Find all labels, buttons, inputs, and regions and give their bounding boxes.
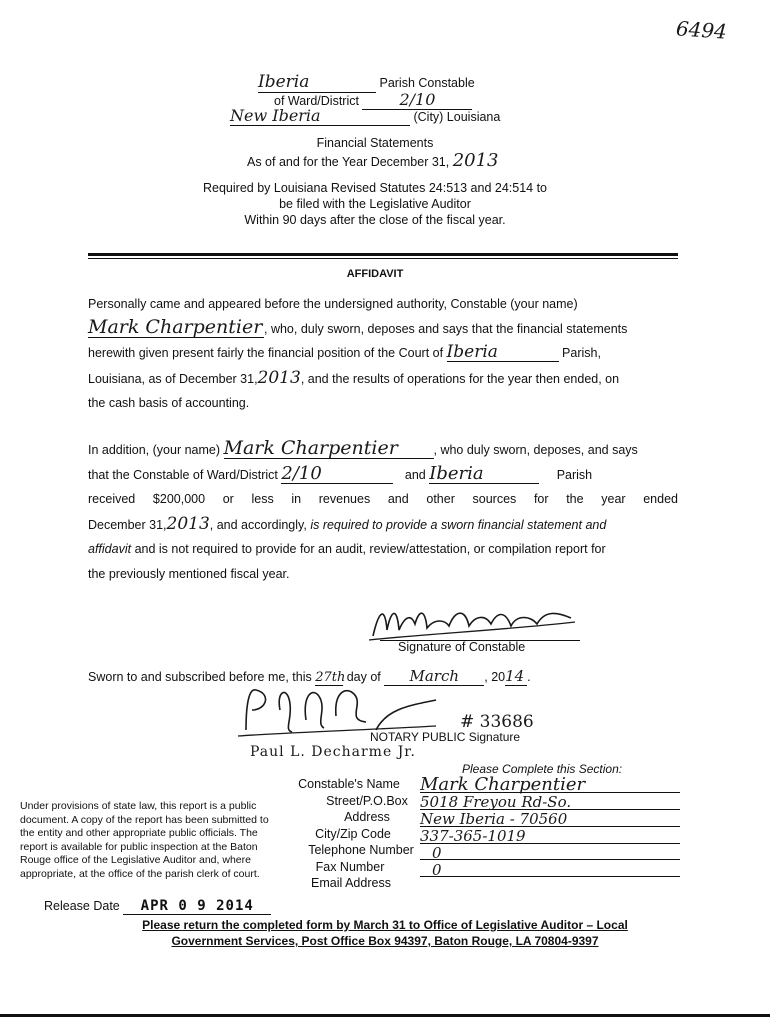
parish-handwritten: Iberia xyxy=(258,72,376,93)
sworn-month: March xyxy=(384,667,484,686)
p2-parish: Iberia xyxy=(429,465,539,484)
p1-line-1: Personally came and appeared before the undersigned authority, Constable (your name) xyxy=(88,297,578,311)
note-line-5: Rouge office of the Legislative Auditor and, where xyxy=(20,854,251,866)
fs-title: Financial Statements xyxy=(316,136,434,150)
p1-constable-name: Mark Charpentier xyxy=(88,315,263,338)
p2-l4-mid: , and accordingly, xyxy=(209,517,311,532)
sworn-pre: Sworn to and subscribed before me, this xyxy=(88,670,312,684)
required-line-2: be filed with the Legislative Auditor xyxy=(279,197,471,211)
p2-post: , who duly sworn, deposes, and says xyxy=(433,443,638,457)
bottom-rule xyxy=(0,1014,770,1017)
affidavit-paragraph-1 xyxy=(88,292,678,416)
notary-printed-name: Paul L. Decharme Jr. xyxy=(250,744,416,760)
label-email: Email Address xyxy=(311,876,391,890)
p2-l5-italic: affidavit xyxy=(88,542,132,557)
value-telephone: 337-365-1019 xyxy=(420,828,680,844)
p1-line-2 xyxy=(88,317,678,342)
p1-line-3-pre: herewith given present fairly the financial position of the Court of xyxy=(88,346,444,361)
value-fax: 0 xyxy=(420,845,680,860)
p1-line-5: the cash basis of accounting. xyxy=(88,396,250,411)
note-line-4: report is available for public inspection at the Baton xyxy=(20,840,258,853)
label-fax: Fax Number xyxy=(315,859,385,874)
value-email: 0 xyxy=(420,862,680,877)
footer-line-1: Please return the completed form by March 31 to Office of Legislative Auditor – Local xyxy=(142,918,628,932)
required-block xyxy=(0,180,760,228)
city-handwritten: New Iberia xyxy=(230,106,410,126)
label-city-zip: City/Zip Code xyxy=(315,826,391,841)
label-telephone: Telephone Number xyxy=(308,843,414,857)
p1-line-4-pre: Louisiana, as of December 31, xyxy=(88,371,258,386)
p1-year: 2013 xyxy=(257,367,301,388)
p2-line-6: the previously mentioned fiscal year. xyxy=(88,566,290,581)
p2-l4-italic: is required to provide a sworn financial statement and xyxy=(310,517,607,532)
release-date-line xyxy=(44,898,271,915)
p2-line-2 xyxy=(88,463,678,488)
p2-line-4 xyxy=(88,512,678,538)
value-street: 5018 Freyou Rd-So. xyxy=(420,794,680,810)
sworn-mid: day of xyxy=(346,670,381,684)
p2-l2-and: and xyxy=(404,467,426,482)
affidavit-paragraph-2 xyxy=(88,438,678,587)
sworn-year-pre: , 20 xyxy=(484,670,506,684)
ward-handwritten: 2/10 xyxy=(362,90,472,110)
sworn-year: 14 xyxy=(505,667,527,686)
value-city-zip: New Iberia - 70560 xyxy=(420,811,680,827)
city-label: (City) Louisiana xyxy=(413,110,501,124)
fs-year-handwritten: 2013 xyxy=(452,150,499,171)
p2-constable-name: Mark Charpentier xyxy=(224,438,434,459)
document-number: 6494 xyxy=(675,16,728,44)
note-line-1: Under provisions of state law, this report is a public xyxy=(20,800,257,812)
p1-line-4 xyxy=(88,366,678,392)
please-complete: Please Complete this Section: xyxy=(462,762,623,776)
sworn-day: 27th xyxy=(315,670,346,685)
p2-ward: 2/10 xyxy=(281,465,393,484)
note-line-6: appropriate, at the office of the parish clerk of court. xyxy=(20,867,260,880)
release-date-label: Release Date xyxy=(44,899,120,913)
p2-pre: In addition, (your name) xyxy=(88,443,221,457)
p2-line-3: received $200,000 or less in revenues and other sources for the year ended xyxy=(88,492,678,507)
p2-line-1 xyxy=(88,438,678,463)
note-line-3: the entity and other appropriate public officials. The xyxy=(20,827,258,839)
p2-l2-post: Parish xyxy=(556,467,593,482)
p2-l2-pre: that the Constable of Ward/District xyxy=(88,467,278,482)
contact-labels xyxy=(269,776,429,892)
p2-year: 2013 xyxy=(166,513,210,534)
notary-number: # 33686 xyxy=(460,712,534,732)
p2-l4-pre: December 31, xyxy=(88,517,167,532)
p1-line-3 xyxy=(88,341,678,366)
label-street: Street/P.O.Box Address xyxy=(326,793,408,824)
divider-rule xyxy=(88,253,678,256)
required-line-1: Required by Louisiana Revised Statutes 24:513 and 24:514 to xyxy=(203,181,547,195)
constable-signature xyxy=(365,600,580,645)
parish-constable-label: Parish Constable xyxy=(379,76,475,90)
divider-rule-thin xyxy=(88,258,678,259)
p2-l5-post: and is not required to provide for an audit, review/attestation, or compilation report for xyxy=(131,542,606,557)
fs-year-line xyxy=(247,150,499,171)
footer-line-2: Government Services, Post Office Box 94397, Baton Rouge, LA 70804-9397 xyxy=(171,934,599,948)
label-constable-name: Constable's Name xyxy=(298,777,400,791)
affidavit-title: AFFIDAVIT xyxy=(346,268,404,280)
constable-signature-label: Signature of Constable xyxy=(398,640,526,654)
public-document-note xyxy=(20,800,290,881)
header-city-line xyxy=(230,106,500,126)
required-line-3: Within 90 days after the close of the fiscal year. xyxy=(244,213,506,227)
value-constable-name: Mark Charpentier xyxy=(420,777,680,793)
p1-line-4-post: , and the results of operations for the year then ended, on xyxy=(300,371,620,386)
p1-line-3-post: Parish, xyxy=(562,346,601,361)
p1-line-2-rest: , who, duly sworn, deposes and says that the financial statements xyxy=(264,321,628,336)
fs-year-prefix: As of and for the Year December 31, xyxy=(247,155,450,169)
p2-line-5 xyxy=(88,537,678,562)
ward-label: of Ward/District xyxy=(274,94,359,108)
p1-parish: Iberia xyxy=(447,343,559,362)
release-date-stamp: APR 0 9 2014 xyxy=(123,898,271,915)
sworn-line: Sworn to and subscribed before me, this 27th day of March , 2014 . xyxy=(88,667,531,685)
notary-label: NOTARY PUBLIC Signature xyxy=(370,730,521,744)
note-line-2: document. A copy of the report has been submitted to xyxy=(20,813,269,826)
